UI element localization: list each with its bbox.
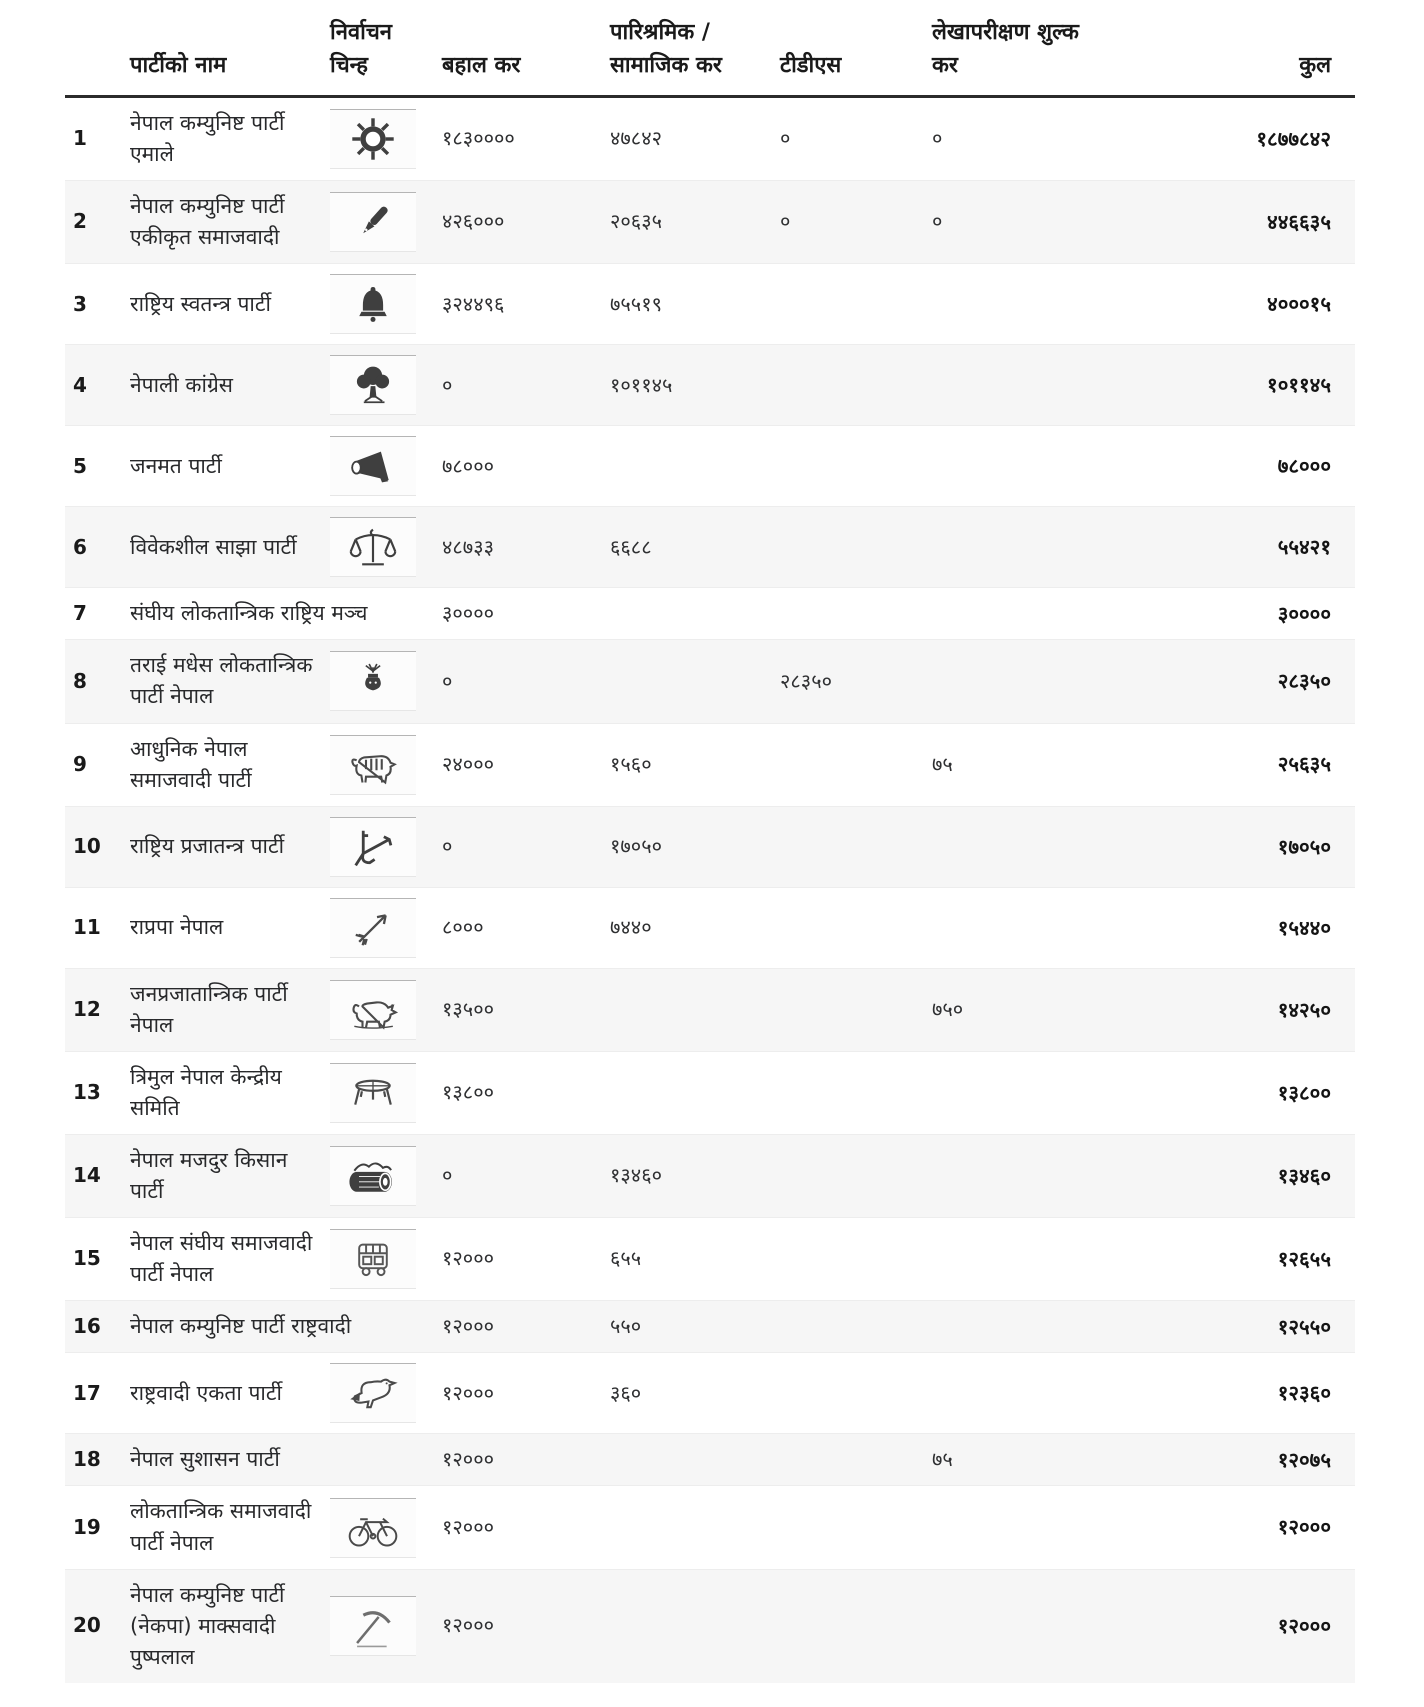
table-body <box>65 97 1355 1683</box>
remuneration-cell: १३४६० <box>610 1163 662 1188</box>
audit-fee-cell <box>932 507 1120 588</box>
tds-cell <box>780 1135 932 1218</box>
symbol-cell <box>330 806 442 887</box>
megaphone-icon <box>330 436 416 496</box>
rent-tax-cell: ३२४४९६ <box>442 291 505 316</box>
remuneration-cell <box>610 1434 780 1486</box>
party-name-cell: लोकतान्त्रिक समाजवादी पार्टी नेपाल <box>130 1499 312 1555</box>
bell-icon <box>330 274 416 334</box>
audit-fee-cell <box>932 887 1120 968</box>
sn-cell: 13 <box>73 1080 101 1105</box>
sn-cell: 4 <box>73 372 87 397</box>
sun-icon <box>330 109 416 169</box>
rent-tax-cell: ४८७३३ <box>442 534 494 559</box>
remuneration-cell: ३६० <box>610 1380 642 1405</box>
rent-tax-cell: ४२६००० <box>442 209 505 234</box>
rent-tax-cell: १२००० <box>442 1380 494 1405</box>
remuneration-cell <box>610 1051 780 1134</box>
sn-cell: 15 <box>73 1246 101 1271</box>
table-row <box>65 806 1355 887</box>
total-cell: ७८००० <box>1277 454 1331 479</box>
audit-fee-cell: ० <box>932 209 943 234</box>
sn-cell: 16 <box>73 1314 101 1339</box>
bicycle-icon <box>330 1498 416 1558</box>
total-cell: ४०००१५ <box>1267 292 1331 317</box>
column-header-party-name: पार्टीको नाम <box>130 10 330 97</box>
party-name-cell: विवेकशील साझा पार्टी <box>130 534 297 559</box>
symbol-cell <box>330 723 442 806</box>
rent-tax-cell: १२००० <box>442 1613 494 1638</box>
remuneration-cell: ७५५१९ <box>610 291 662 316</box>
tds-cell <box>780 723 932 806</box>
rent-tax-cell: ८००० <box>442 914 484 939</box>
column-header-tds: टीडीएस <box>780 10 932 97</box>
sn-cell: 17 <box>73 1380 101 1405</box>
party-name-cell: नेपाल मजदुर किसान पार्टी <box>130 1148 288 1204</box>
sn-cell: 12 <box>73 996 101 1021</box>
header-row <box>65 10 1355 97</box>
party-name-cell: त्रिमुल नेपाल केन्द्रीय समिति <box>130 1064 282 1120</box>
pigeon-icon <box>330 1363 416 1423</box>
total-cell: ४४६६३५ <box>1267 210 1331 235</box>
table-row <box>65 1569 1355 1683</box>
audit-fee-cell: ० <box>932 126 943 151</box>
rent-tax-cell: ३०००० <box>442 601 494 626</box>
symbol-cell <box>330 1135 442 1218</box>
party-name-cell: राष्ट्रिय प्रजातन्त्र पार्टी <box>130 834 285 859</box>
total-cell: २८३५० <box>1277 669 1331 694</box>
stool-icon <box>330 1063 416 1123</box>
sn-cell: 1 <box>73 126 87 151</box>
column-header-rent-tax: बहाल कर <box>442 10 610 97</box>
remuneration-cell <box>610 968 780 1051</box>
rent-tax-cell: ० <box>442 668 453 693</box>
symbol-cell <box>330 426 442 507</box>
audit-fee-cell <box>932 345 1120 426</box>
column-header-sn <box>65 10 130 97</box>
sn-cell: 14 <box>73 1163 101 1188</box>
remuneration-cell: २०६३५ <box>610 209 662 234</box>
audit-fee-cell <box>932 1301 1120 1353</box>
rent-tax-cell: १२००० <box>442 1246 494 1271</box>
total-cell: १२०७५ <box>1277 1447 1331 1472</box>
table-row <box>65 507 1355 588</box>
symbol-cell <box>330 1569 442 1683</box>
madal-drum-icon <box>330 1146 416 1206</box>
rent-tax-cell: ० <box>442 1163 453 1188</box>
table-row <box>65 1135 1355 1218</box>
symbol-cell <box>330 507 442 588</box>
total-cell: १२००० <box>1277 1614 1331 1639</box>
audit-fee-cell <box>932 1569 1120 1683</box>
remuneration-cell: ५५० <box>610 1314 642 1339</box>
party-name-cell: नेपाल कम्युनिष्ट पार्टी (नेकपा) माक्सवादी पुष्पलाल <box>130 1582 285 1669</box>
table-row <box>65 264 1355 345</box>
table-row <box>65 345 1355 426</box>
remuneration-cell: ६५५ <box>610 1246 642 1271</box>
rhino-icon <box>330 980 416 1040</box>
symbol-cell <box>330 264 442 345</box>
symbol-cell <box>330 345 442 426</box>
tds-cell: ० <box>780 209 791 234</box>
rent-tax-cell: ० <box>442 833 453 858</box>
table-row <box>65 97 1355 181</box>
table-row <box>65 968 1355 1051</box>
party-name-cell: जनप्रजातान्त्रिक पार्टी नेपाल <box>130 981 288 1037</box>
total-cell: ३०००० <box>1277 601 1331 626</box>
remuneration-cell <box>610 426 780 507</box>
sn-cell: 5 <box>73 453 87 478</box>
column-header-remuneration: पारिश्रमिक / सामाजिक कर <box>610 10 780 97</box>
table-row <box>65 1486 1355 1569</box>
rent-tax-cell: १८३०००० <box>442 126 515 151</box>
remuneration-cell: १५६० <box>610 751 652 776</box>
tds-cell <box>780 1486 932 1569</box>
sn-cell: 18 <box>73 1447 101 1472</box>
table-row <box>65 887 1355 968</box>
tds-cell <box>780 1434 932 1486</box>
party-name-cell: नेपाल कम्युनिष्ट पार्टी एकीकृत समाजवादी <box>130 194 285 250</box>
tds-cell: २८३५० <box>780 668 832 693</box>
total-cell: १२००० <box>1277 1515 1331 1540</box>
tds-cell <box>780 1569 932 1683</box>
tds-cell <box>780 264 932 345</box>
table-row <box>65 181 1355 264</box>
arrow-icon <box>330 898 416 958</box>
symbol-cell <box>330 1353 442 1434</box>
table-row <box>65 588 1355 640</box>
sn-cell: 6 <box>73 534 87 559</box>
audit-fee-cell <box>932 1353 1120 1434</box>
kalash-icon <box>330 651 416 711</box>
remuneration-cell: ६६८८ <box>610 534 652 559</box>
remuneration-cell <box>610 588 780 640</box>
audit-fee-cell <box>932 426 1120 507</box>
total-cell: १३४६० <box>1277 1163 1331 1188</box>
symbol-cell <box>330 640 442 723</box>
table-row <box>65 1218 1355 1301</box>
remuneration-cell <box>610 640 780 723</box>
table-row <box>65 723 1355 806</box>
sn-cell: 2 <box>73 209 87 234</box>
audit-fee-cell: ७५ <box>932 751 953 776</box>
tds-cell: ० <box>780 126 791 151</box>
sn-cell: 10 <box>73 833 101 858</box>
party-name-cell: नेपाल सुशासन पार्टी <box>130 1447 280 1472</box>
party-name-cell: जनमत पार्टी <box>130 453 222 478</box>
tds-cell <box>780 426 932 507</box>
plough-icon <box>330 817 416 877</box>
sn-cell: 3 <box>73 291 87 316</box>
party-name-cell: राष्ट्रिय स्वतन्त्र पार्टी <box>130 291 271 316</box>
total-cell: २५६३५ <box>1277 752 1331 777</box>
party-tax-table-wrapper <box>65 10 1355 1683</box>
total-cell: १२६५५ <box>1277 1247 1331 1272</box>
symbol-cell <box>330 1486 442 1569</box>
scales-icon <box>330 517 416 577</box>
tds-cell <box>780 806 932 887</box>
remuneration-cell <box>610 1569 780 1683</box>
rent-tax-cell: १२००० <box>442 1314 494 1339</box>
tds-cell <box>780 1353 932 1434</box>
tds-cell <box>780 588 932 640</box>
party-tax-table <box>65 10 1355 1683</box>
table-row <box>65 1353 1355 1434</box>
total-cell: १७०५० <box>1277 834 1331 859</box>
rent-tax-cell: १३८०० <box>442 1080 494 1105</box>
symbol-cell <box>330 887 442 968</box>
audit-fee-cell <box>932 1218 1120 1301</box>
party-name-cell: राप्रपा नेपाल <box>130 915 224 940</box>
table-row <box>65 426 1355 507</box>
party-name-cell: राष्ट्रवादी एकता पार्टी <box>130 1380 282 1405</box>
audit-fee-cell <box>932 264 1120 345</box>
rent-tax-cell: ७८००० <box>442 453 494 478</box>
party-name-cell: नेपाल कम्युनिष्ट पार्टी एमाले <box>130 111 285 167</box>
sn-cell: 8 <box>73 668 87 693</box>
remuneration-cell: १७०५० <box>610 833 662 858</box>
audit-fee-cell <box>932 1051 1120 1134</box>
audit-fee-cell <box>932 1135 1120 1218</box>
total-cell: १८७७८४२ <box>1256 126 1331 151</box>
column-header-symbol: निर्वाचन चिन्ह <box>330 10 442 97</box>
tds-cell <box>780 507 932 588</box>
sn-cell: 11 <box>73 914 101 939</box>
bus-icon <box>330 1229 416 1289</box>
rent-tax-cell: २४००० <box>442 751 494 776</box>
tds-cell <box>780 1301 932 1353</box>
symbol-cell <box>330 968 442 1051</box>
tds-cell <box>780 1051 932 1134</box>
rent-tax-cell: १३५०० <box>442 996 494 1021</box>
party-name-cell: नेपाल संघीय समाजवादी पार्टी नेपाल <box>130 1231 313 1287</box>
symbol-cell <box>330 181 442 264</box>
column-header-total: कुल <box>1120 10 1355 97</box>
tds-cell <box>780 887 932 968</box>
total-cell: १५४४० <box>1277 915 1331 940</box>
sn-cell: 7 <box>73 601 87 626</box>
table-row <box>65 1434 1355 1486</box>
sn-cell: 20 <box>73 1613 101 1638</box>
audit-fee-cell <box>932 1486 1120 1569</box>
remuneration-cell: ४७८४२ <box>610 126 662 151</box>
party-name-cell: तराई मधेस लोकतान्त्रिक पार्टी नेपाल <box>130 653 313 709</box>
symbol-cell <box>330 1218 442 1301</box>
table-row <box>65 1051 1355 1134</box>
tds-cell <box>780 345 932 426</box>
remuneration-cell: ७४४० <box>610 914 652 939</box>
audit-fee-cell <box>932 640 1120 723</box>
table-header <box>65 10 1355 97</box>
sn-cell: 19 <box>73 1514 101 1539</box>
tree-icon <box>330 355 416 415</box>
remuneration-cell <box>610 1486 780 1569</box>
total-cell: १३८०० <box>1277 1080 1331 1105</box>
party-name-cell: संघीय लोकतान्त्रिक राष्ट्रिय मञ्च <box>130 601 368 626</box>
column-header-audit-fee: लेखापरीक्षण शुल्क कर <box>932 10 1120 97</box>
symbol-cell <box>330 1051 442 1134</box>
audit-fee-cell: ७५ <box>932 1447 953 1472</box>
rent-tax-cell: १२००० <box>442 1447 494 1472</box>
party-name-cell: नेपाली कांग्रेस <box>130 372 233 397</box>
tds-cell <box>780 1218 932 1301</box>
party-name-cell: आधुनिक नेपाल समाजवादी पार्टी <box>130 736 252 792</box>
sn-cell: 9 <box>73 751 87 776</box>
remuneration-cell: १०११४५ <box>610 372 673 397</box>
total-cell: १२३६० <box>1277 1381 1331 1406</box>
tiger-icon <box>330 735 416 795</box>
pickaxe-icon <box>330 1596 416 1656</box>
audit-fee-cell: ७५० <box>932 996 964 1021</box>
audit-fee-cell <box>932 588 1120 640</box>
fountain-pen-icon <box>330 192 416 252</box>
audit-fee-cell <box>932 806 1120 887</box>
rent-tax-cell: ० <box>442 372 453 397</box>
rent-tax-cell: १२००० <box>442 1514 494 1539</box>
table-row <box>65 640 1355 723</box>
total-cell: १४२५० <box>1277 997 1331 1022</box>
total-cell: ५५४२१ <box>1277 535 1331 560</box>
total-cell: १०११४५ <box>1267 373 1331 398</box>
total-cell: १२५५० <box>1277 1314 1331 1339</box>
party-name-cell: नेपाल कम्युनिष्ट पार्टी राष्ट्रवादी <box>130 1314 352 1339</box>
tds-cell <box>780 968 932 1051</box>
symbol-cell <box>330 97 442 181</box>
table-row <box>65 1301 1355 1353</box>
